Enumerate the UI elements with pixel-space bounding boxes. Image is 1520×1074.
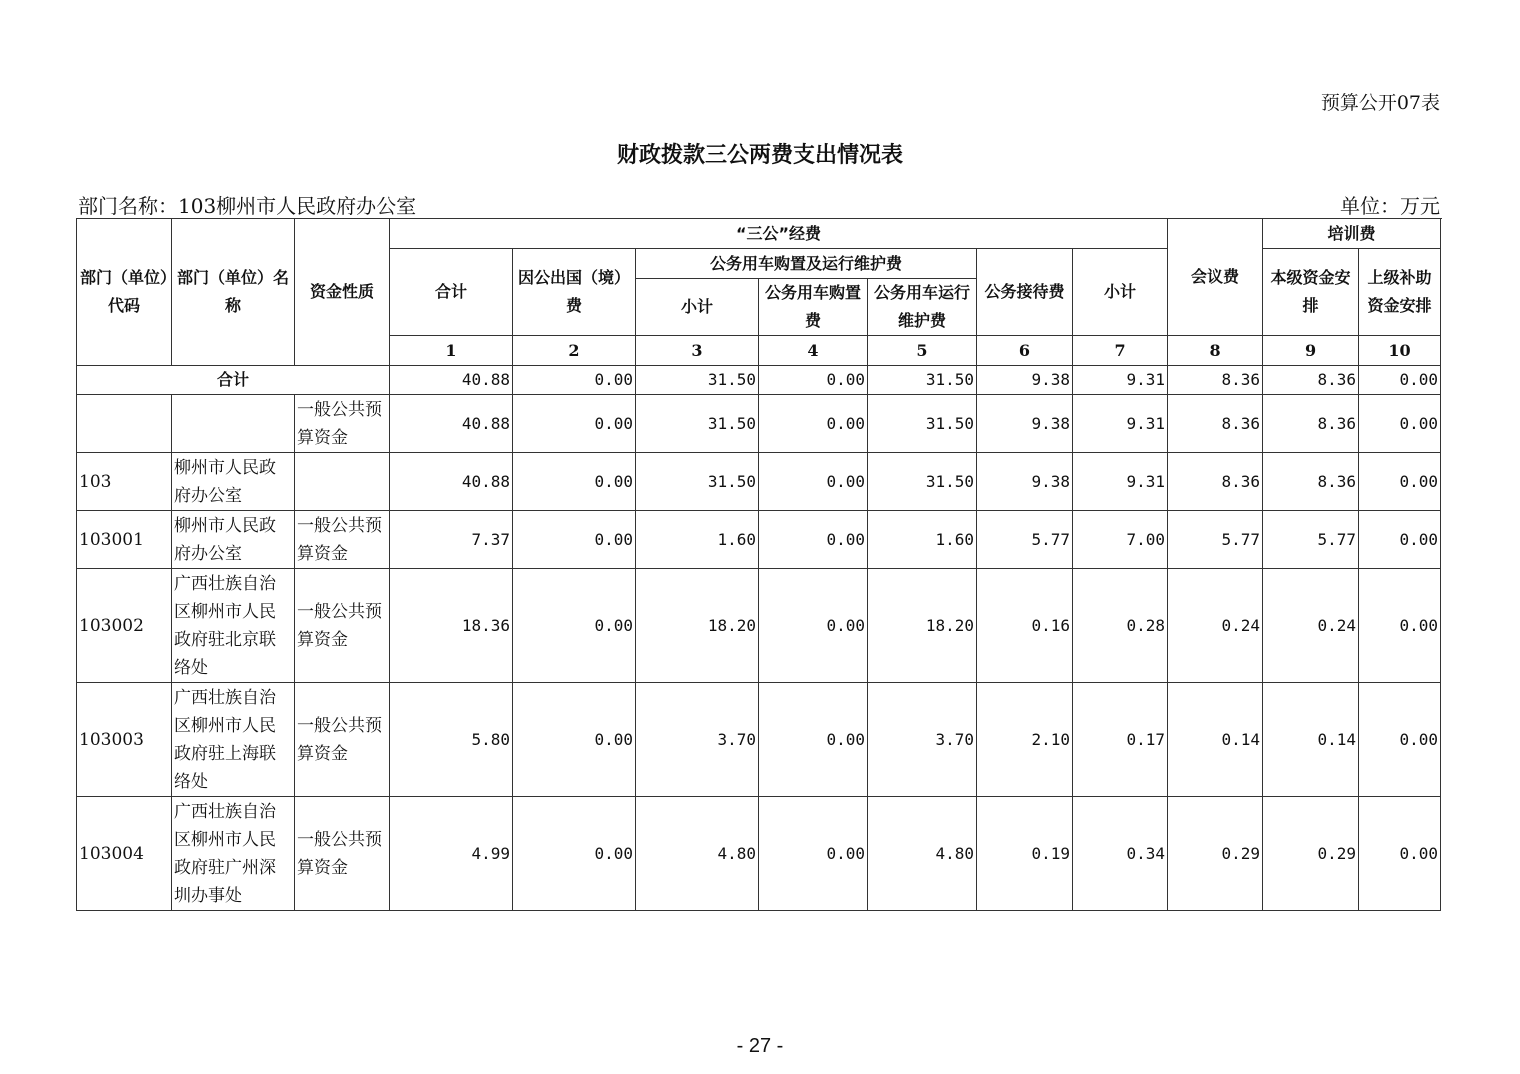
header-vehicle: 公务用车购置及运行维护费 [636, 249, 977, 279]
value-cell: 0.00 [759, 511, 868, 569]
dept-code-cell: 103004 [77, 797, 172, 911]
header-total: 合计 [390, 249, 513, 336]
value-cell: 31.50 [868, 395, 977, 453]
value-cell: 4.80 [868, 797, 977, 911]
total-value: 0.00 [513, 366, 636, 395]
value-cell: 9.31 [1073, 395, 1168, 453]
table-row [77, 683, 1441, 797]
value-cell: 0.00 [759, 569, 868, 683]
value-cell: 5.77 [977, 511, 1073, 569]
column-number: 8 [1168, 336, 1263, 366]
header-vehicle-purchase: 公务用车购置费 [759, 279, 868, 336]
header-reception: 公务接待费 [977, 249, 1073, 336]
value-cell: 9.38 [977, 453, 1073, 511]
value-cell: 40.88 [390, 395, 513, 453]
value-cell: 3.70 [868, 683, 977, 797]
value-cell: 0.00 [1359, 683, 1441, 797]
total-value: 8.36 [1263, 366, 1359, 395]
total-value: 31.50 [868, 366, 977, 395]
value-cell: 0.34 [1073, 797, 1168, 911]
value-cell: 7.37 [390, 511, 513, 569]
value-cell: 0.16 [977, 569, 1073, 683]
fund-type-cell: 一般公共预算资金 [295, 683, 390, 797]
total-label: 合计 [77, 366, 390, 395]
total-value: 9.31 [1073, 366, 1168, 395]
header-vehicle-subtotal: 小计 [636, 279, 759, 336]
page-number: - 27 - [736, 1035, 784, 1057]
header-dept-name: 部门（单位）名称 [172, 219, 295, 366]
value-cell: 0.28 [1073, 569, 1168, 683]
value-cell: 4.80 [636, 797, 759, 911]
column-number: 7 [1073, 336, 1168, 366]
value-cell: 31.50 [636, 453, 759, 511]
header-training: 培训费 [1263, 219, 1441, 249]
expense-table [76, 218, 1441, 911]
value-cell: 0.19 [977, 797, 1073, 911]
column-number: 9 [1263, 336, 1359, 366]
dept-name-cell: 柳州市人民政府办公室 [172, 511, 295, 569]
value-cell: 18.36 [390, 569, 513, 683]
dept-name-cell: 广西壮族自治区柳州市人民政府驻广州深圳办事处 [172, 797, 295, 911]
value-cell: 8.36 [1263, 395, 1359, 453]
value-cell: 1.60 [868, 511, 977, 569]
value-cell: 0.00 [1359, 511, 1441, 569]
dept-name-cell: 广西壮族自治区柳州市人民政府驻北京联络处 [172, 569, 295, 683]
value-cell: 0.00 [759, 395, 868, 453]
total-value: 0.00 [1359, 366, 1441, 395]
total-value: 0.00 [759, 366, 868, 395]
value-cell: 8.36 [1168, 395, 1263, 453]
value-cell: 0.29 [1263, 797, 1359, 911]
dept-code-cell [77, 395, 172, 453]
unit-label: 单位：万元 [1340, 194, 1440, 218]
table-row [77, 395, 1441, 453]
page-title: 财政拨款三公两费支出情况表 [616, 143, 903, 168]
value-cell: 0.17 [1073, 683, 1168, 797]
value-cell: 2.10 [977, 683, 1073, 797]
column-number: 3 [636, 336, 759, 366]
value-cell: 0.00 [759, 797, 868, 911]
value-cell: 0.29 [1168, 797, 1263, 911]
value-cell: 0.14 [1168, 683, 1263, 797]
dept-name-cell [172, 395, 295, 453]
value-cell: 0.00 [759, 683, 868, 797]
value-cell: 5.77 [1168, 511, 1263, 569]
value-cell: 3.70 [636, 683, 759, 797]
header-abroad: 因公出国（境）费 [513, 249, 636, 336]
header-vehicle-operation: 公务用车运行维护费 [868, 279, 977, 336]
table-row [77, 569, 1441, 683]
header-training-upper: 上级补助资金安排 [1359, 249, 1441, 336]
value-cell: 0.00 [1359, 395, 1441, 453]
value-cell: 31.50 [868, 453, 977, 511]
value-cell: 0.00 [759, 453, 868, 511]
column-number: 5 [868, 336, 977, 366]
fund-type-cell: 一般公共预算资金 [295, 569, 390, 683]
fund-type-cell: 一般公共预算资金 [295, 511, 390, 569]
total-row [77, 366, 1441, 395]
value-cell: 18.20 [636, 569, 759, 683]
total-value: 8.36 [1168, 366, 1263, 395]
dept-code-cell: 103001 [77, 511, 172, 569]
value-cell: 0.00 [1359, 569, 1441, 683]
fund-type-cell: 一般公共预算资金 [295, 395, 390, 453]
header-training-local: 本级资金安排 [1263, 249, 1359, 336]
column-number: 6 [977, 336, 1073, 366]
column-number: 1 [390, 336, 513, 366]
value-cell: 0.00 [513, 453, 636, 511]
total-value: 31.50 [636, 366, 759, 395]
header-meeting: 会议费 [1168, 219, 1263, 336]
total-value: 40.88 [390, 366, 513, 395]
value-cell: 0.00 [1359, 797, 1441, 911]
value-cell: 8.36 [1263, 453, 1359, 511]
value-cell: 5.80 [390, 683, 513, 797]
value-cell: 9.38 [977, 395, 1073, 453]
value-cell: 0.24 [1263, 569, 1359, 683]
department-label: 部门名称：103柳州市人民政府办公室 [78, 194, 417, 218]
value-cell: 0.00 [513, 569, 636, 683]
dept-name-cell: 柳州市人民政府办公室 [172, 453, 295, 511]
value-cell: 5.77 [1263, 511, 1359, 569]
table-row [77, 797, 1441, 911]
value-cell: 4.99 [390, 797, 513, 911]
header-sangong: “三公”经费 [390, 219, 1168, 249]
value-cell: 0.00 [513, 511, 636, 569]
fund-type-cell: 一般公共预算资金 [295, 797, 390, 911]
total-value: 9.38 [977, 366, 1073, 395]
dept-code-cell: 103002 [77, 569, 172, 683]
dept-code-cell: 103 [77, 453, 172, 511]
table-row [77, 511, 1441, 569]
value-cell: 40.88 [390, 453, 513, 511]
value-cell: 9.31 [1073, 453, 1168, 511]
value-cell: 0.14 [1263, 683, 1359, 797]
column-number: 2 [513, 336, 636, 366]
header-fund-type: 资金性质 [295, 219, 390, 366]
value-cell: 1.60 [636, 511, 759, 569]
column-number: 10 [1359, 336, 1441, 366]
value-cell: 0.00 [1359, 453, 1441, 511]
value-cell: 18.20 [868, 569, 977, 683]
table-row [77, 453, 1441, 511]
value-cell: 0.00 [513, 395, 636, 453]
dept-code-cell: 103003 [77, 683, 172, 797]
column-number: 4 [759, 336, 868, 366]
value-cell: 0.00 [513, 797, 636, 911]
form-number: 预算公开07表 [1320, 92, 1440, 114]
fund-type-cell [295, 453, 390, 511]
header-dept-code: 部门（单位）代码 [77, 219, 172, 366]
dept-name-cell: 广西壮族自治区柳州市人民政府驻上海联络处 [172, 683, 295, 797]
value-cell: 7.00 [1073, 511, 1168, 569]
value-cell: 0.00 [513, 683, 636, 797]
value-cell: 0.24 [1168, 569, 1263, 683]
value-cell: 31.50 [636, 395, 759, 453]
value-cell: 8.36 [1168, 453, 1263, 511]
header-training-subtotal: 小计 [1073, 249, 1168, 336]
